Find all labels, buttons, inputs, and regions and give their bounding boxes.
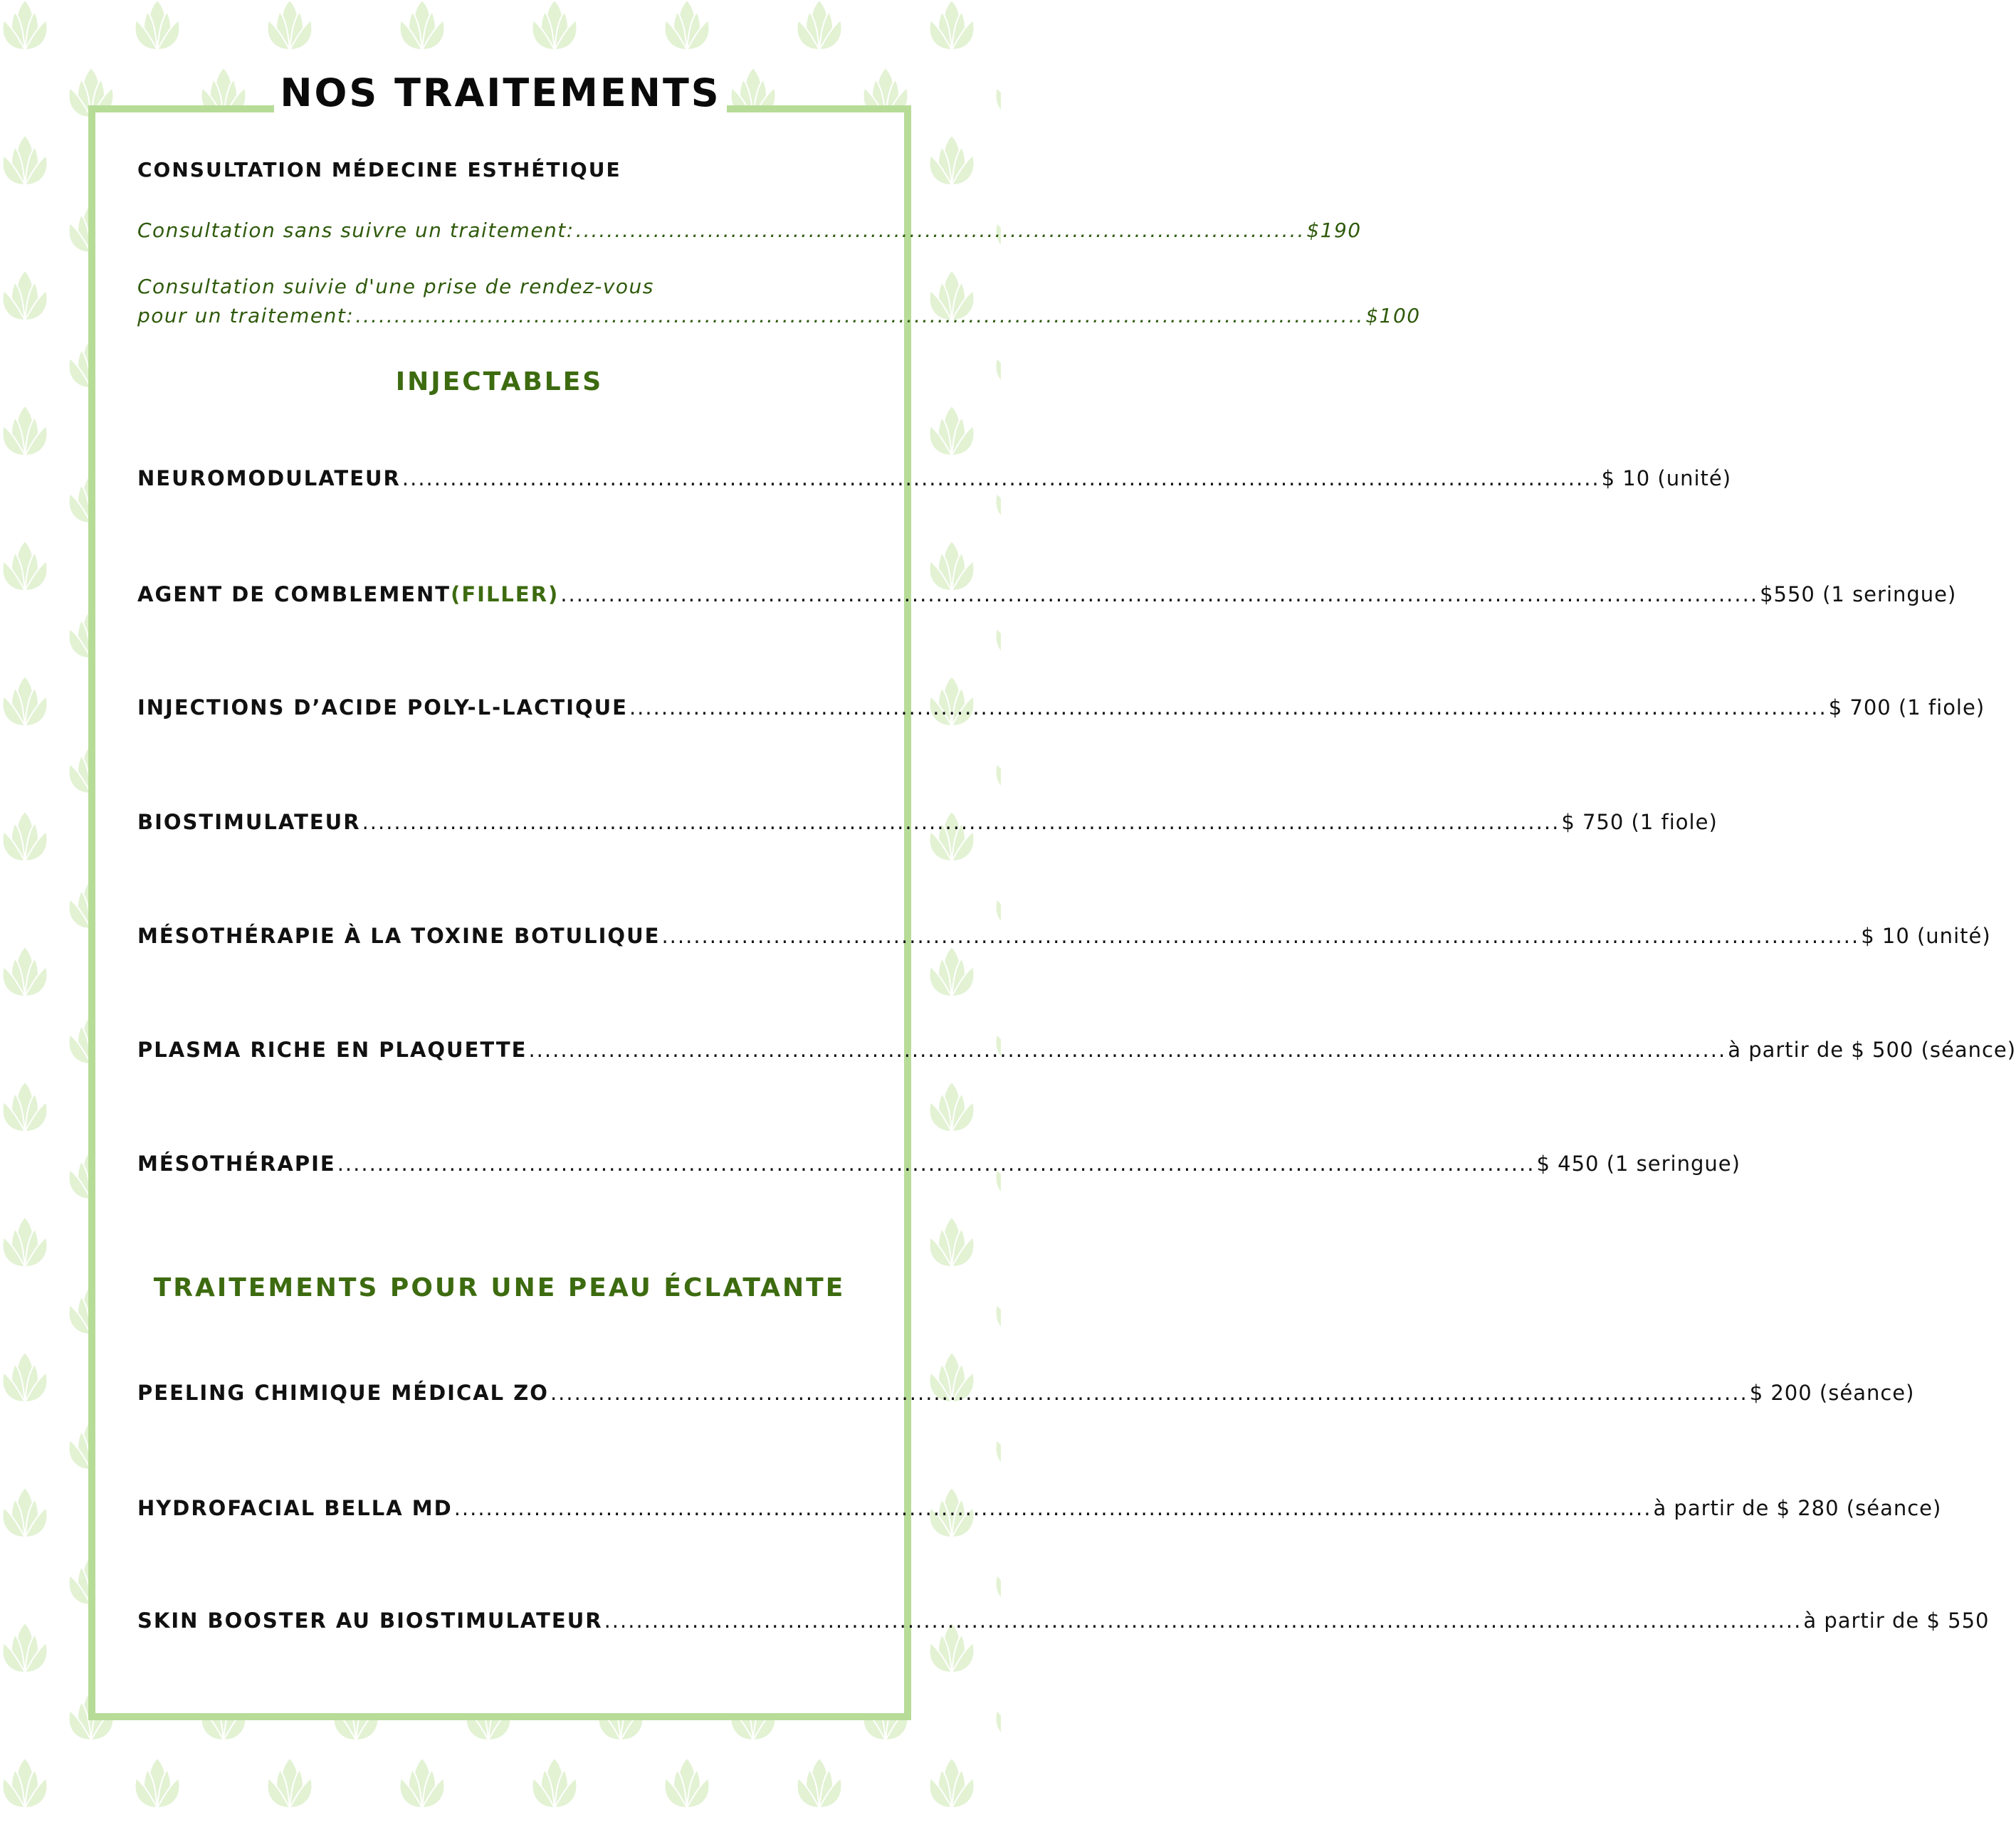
item-name: PEELING CHIMIQUE MÉDICAL ZO — [137, 1381, 549, 1405]
dot-leader: ...................................................................................................................................................... — [528, 1038, 1727, 1062]
item-name: PLASMA RICHE EN PLAQUETTE — [137, 1038, 527, 1062]
item-price: $ 10 (unité) — [1861, 924, 1991, 948]
price-list-item — [137, 924, 1991, 948]
consultation-line-1-price: $190 — [1306, 218, 1362, 242]
consultation-line-2-price: $100 — [1365, 304, 1421, 327]
item-name: AGENT DE COMBLEMENT — [137, 582, 451, 606]
price-list-item — [137, 1038, 2016, 1062]
dot-leader: .............................................................................................. — [575, 218, 1306, 242]
skin-heading: TRAITEMENTS POUR UNE PEAU ÉCLATANTE — [153, 1273, 846, 1302]
menu-frame — [88, 105, 911, 1720]
item-price: $ 700 (1 fiole) — [1828, 695, 1985, 720]
item-price: $ 450 (1 seringue) — [1536, 1152, 1741, 1176]
item-price: $ 750 (1 fiole) — [1561, 810, 1718, 834]
dot-leader: .................................................................................................................................. — [355, 304, 1365, 327]
item-name: BIOSTIMULATEUR — [137, 810, 361, 834]
consultation-line-2-a: Consultation suivie d'une prise de rendez-vous — [137, 275, 654, 298]
consultation-line-1 — [137, 216, 1362, 245]
item-name: SKIN BOOSTER AU BIOSTIMULATEUR — [137, 1608, 603, 1633]
dot-leader: ...................................................................................................................................................... — [362, 810, 1560, 834]
consultation-line-1-label: Consultation sans suivre un traitement: — [137, 218, 574, 242]
dot-leader: ...................................................................................................................................................... — [604, 1608, 1802, 1633]
item-name: MÉSOTHÉRAPIE — [137, 1152, 336, 1176]
item-price: $ 200 (séance) — [1749, 1381, 1915, 1405]
dot-leader: ...................................................................................................................................................... — [550, 1381, 1748, 1405]
dot-leader: ...................................................................................................................................................... — [629, 695, 1827, 720]
price-list-item — [137, 582, 1957, 606]
dot-leader: ...................................................................................................................................................... — [401, 466, 1600, 490]
item-price: $550 (1 seringue) — [1760, 582, 1957, 606]
price-list-item — [137, 695, 1985, 720]
price-list-item — [137, 1496, 1942, 1520]
item-name: HYDROFACIAL BELLA MD — [137, 1496, 453, 1520]
item-name-highlight: (FILLER) — [451, 582, 560, 606]
injectables-heading: INJECTABLES — [395, 367, 604, 396]
price-list-item — [137, 810, 1718, 834]
price-list-item — [137, 466, 1732, 490]
page-title: NOS TRAITEMENTS — [0, 68, 1001, 118]
item-price: à partir de $ 550 — [1803, 1608, 1990, 1633]
dot-leader: ...................................................................................................................................................... — [661, 924, 1860, 948]
consultation-line-2-label: pour un traitement: — [137, 304, 355, 327]
dot-leader: ...................................................................................................................................................... — [560, 582, 1759, 606]
dot-leader: ...................................................................................................................................................... — [453, 1496, 1652, 1520]
price-list-item — [137, 1381, 1915, 1405]
item-name: INJECTIONS D’ACIDE POLY-L-LACTIQUE — [137, 695, 628, 720]
price-list-item — [137, 1608, 1990, 1633]
dot-leader: ...................................................................................................................................................... — [337, 1152, 1535, 1176]
item-price: $ 10 (unité) — [1601, 466, 1732, 490]
consultation-line-2 — [137, 301, 1421, 330]
item-name: NEUROMODULATEUR — [137, 466, 401, 490]
item-name: MÉSOTHÉRAPIE À LA TOXINE BOTULIQUE — [137, 924, 661, 948]
price-list-item — [137, 1152, 1741, 1176]
consultation-heading: CONSULTATION MÉDECINE ESTHÉTIQUE — [137, 158, 621, 181]
item-price: à partir de $ 280 (séance) — [1653, 1496, 1942, 1520]
item-price: à partir de $ 500 (séance) — [1728, 1038, 2016, 1062]
